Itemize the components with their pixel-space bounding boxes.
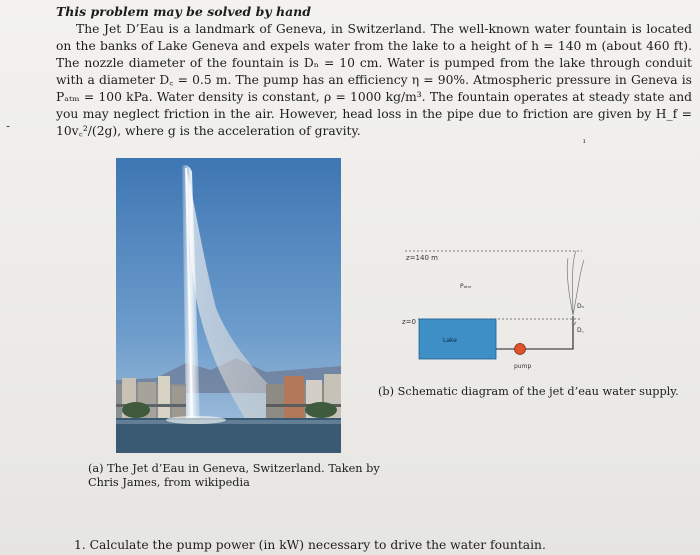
dn-label: Dₙ xyxy=(577,303,585,310)
height-label: z=140 m xyxy=(406,254,438,262)
schematic-diagram xyxy=(390,240,590,370)
figure-a-caption: (a) The Jet d’Eau in Geneva, Switzerland. Taken by Chris James, from wikipedia xyxy=(88,462,380,489)
margin-mark: - xyxy=(6,119,11,133)
mouse-cursor-icon: ᶦ xyxy=(583,136,586,150)
question-1: 1. Calculate the pump power (in kW) necessary to drive the water fountain. xyxy=(74,538,546,552)
problem-paragraph-text: The Jet D’Eau is a landmark of Geneva, in Switzerland. The well-known water fountain is located on the banks of Lake Geneva and expels water from the lake to a height of h = 140 m (about 460 ft). The nozzle diameter of the fountain is Dₙ = 10 cm. Water is pumped from the lake through conduit with a diameter D꜀ = 0.5 m. The pump has an efficiency η = 90%. Atmospheric pressure in Geneva is Pₐₜₘ = 100 kPa. Water density is constant, ρ = 1000 kg/m³. The fountain operates at steady state and you may neglect friction in the air. However, head loss in the pipe due to friction are given by H_f = 10v꜀²/(2g), where g is the acceleration of gravity. xyxy=(56,22,692,138)
zero-label: z=0 xyxy=(402,318,416,326)
pump-icon xyxy=(515,344,526,355)
conduit-pipe xyxy=(496,316,573,349)
pump-label: pump xyxy=(514,363,532,370)
lake-label: Lake xyxy=(443,337,457,344)
figure-b-caption: (b) Schematic diagram of the jet d’eau water supply. xyxy=(378,385,679,398)
problem-paragraph xyxy=(56,21,692,140)
jet-deau-photo xyxy=(116,158,341,453)
lake-box xyxy=(419,319,496,359)
trees xyxy=(122,402,150,418)
photo-illustration xyxy=(116,158,341,453)
dc-label: D꜀ xyxy=(577,327,584,334)
patm-label: Pₐₜₘ xyxy=(460,283,472,290)
problem-heading: This problem may be solved by hand xyxy=(56,4,311,19)
